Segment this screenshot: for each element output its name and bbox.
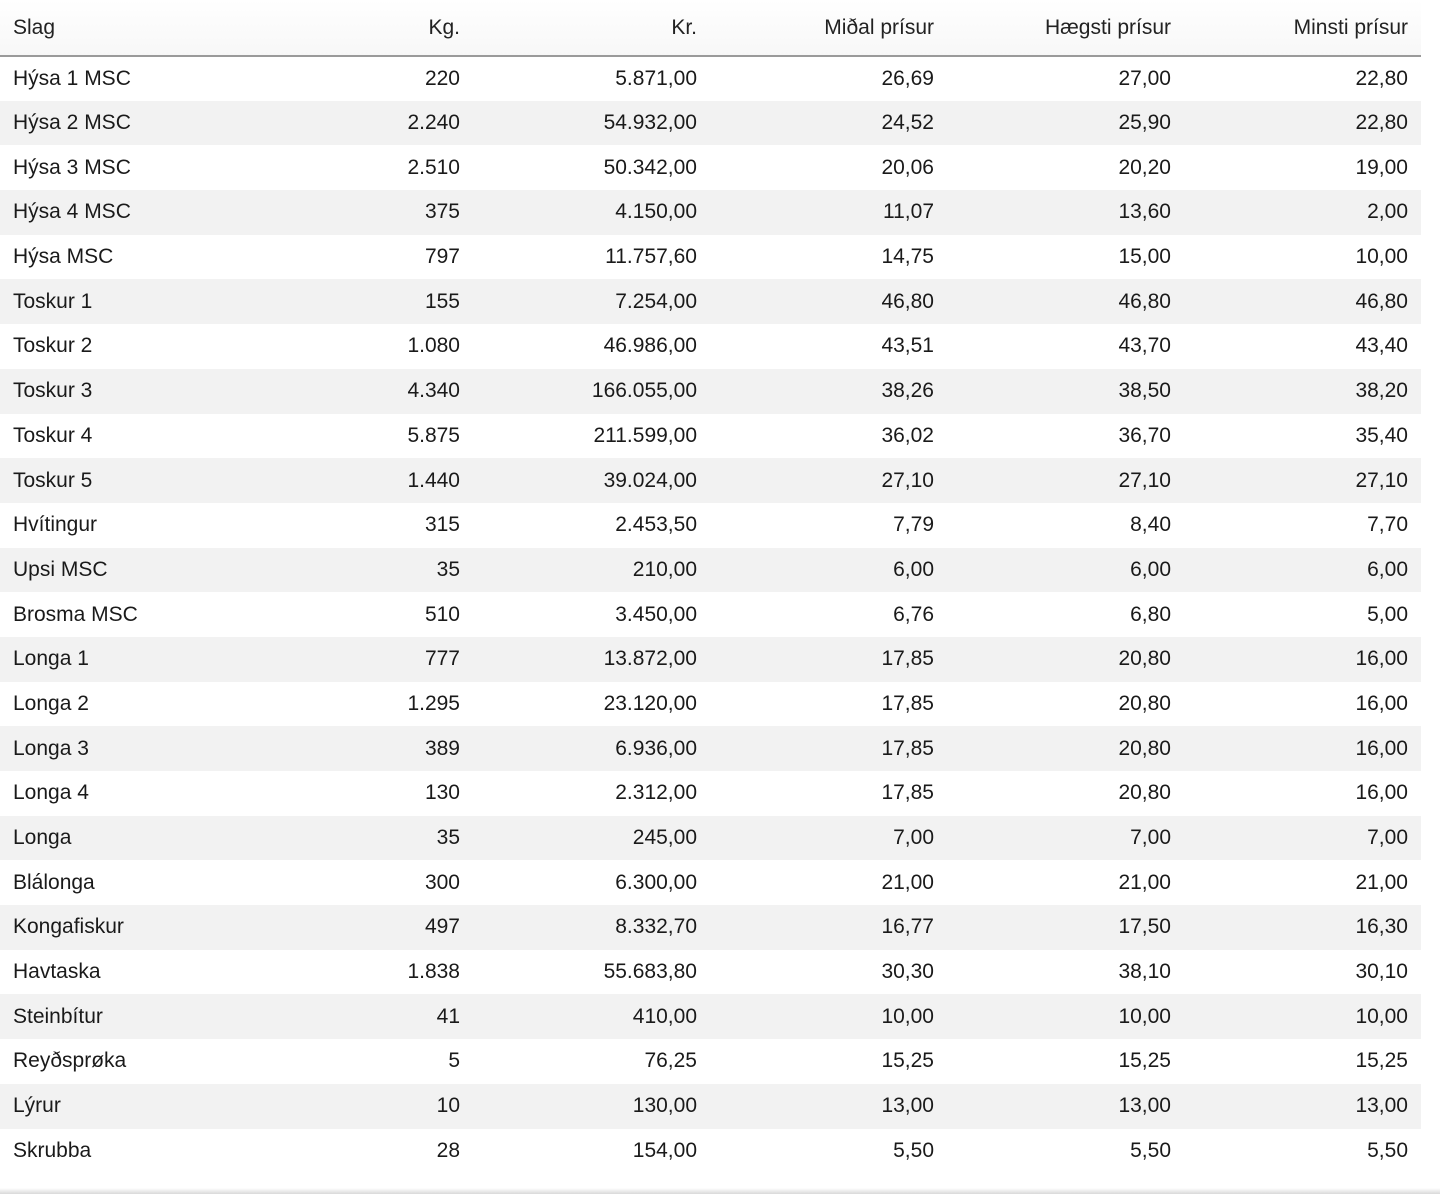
table-row bbox=[0, 950, 1421, 995]
table-row bbox=[0, 369, 1421, 414]
table-row bbox=[0, 414, 1421, 459]
cell-highest-price: 43,70 bbox=[1118, 334, 1171, 358]
cell-lowest-price: 13,00 bbox=[1355, 1094, 1408, 1118]
table-row bbox=[0, 458, 1421, 503]
cell-average-price: 16,77 bbox=[881, 915, 934, 939]
cell-lowest-price: 30,10 bbox=[1355, 960, 1408, 984]
column-header-lowest-price[interactable]: Minsti prísur bbox=[1184, 0, 1421, 56]
cell-species: Hýsa MSC bbox=[13, 245, 114, 269]
cell-highest-price: 20,80 bbox=[1118, 691, 1171, 715]
table-bottom-border bbox=[0, 1188, 1440, 1194]
cell-lowest-price: 16,00 bbox=[1355, 736, 1408, 760]
cell-species: Longa bbox=[13, 826, 72, 850]
cell-lowest-price: 16,00 bbox=[1355, 647, 1408, 671]
cell-highest-price: 36,70 bbox=[1118, 423, 1171, 447]
cell-species: Hýsa 3 MSC bbox=[13, 155, 131, 179]
cell-highest-price: 13,60 bbox=[1118, 200, 1171, 224]
cell-kg: 5 bbox=[448, 1049, 460, 1073]
cell-highest-price: 15,00 bbox=[1118, 245, 1171, 269]
cell-kg: 1.440 bbox=[407, 468, 460, 492]
cell-average-price: 46,80 bbox=[881, 289, 934, 313]
cell-highest-price: 20,20 bbox=[1118, 155, 1171, 179]
cell-average-price: 36,02 bbox=[881, 423, 934, 447]
cell-lowest-price: 10,00 bbox=[1355, 245, 1408, 269]
cell-kr: 8.332,70 bbox=[615, 915, 697, 939]
cell-average-price: 5,50 bbox=[893, 1138, 934, 1162]
cell-kr: 39.024,00 bbox=[603, 468, 697, 492]
cell-average-price: 30,30 bbox=[881, 960, 934, 984]
cell-kg: 5.875 bbox=[407, 423, 460, 447]
cell-lowest-price: 16,30 bbox=[1355, 915, 1408, 939]
cell-average-price: 15,25 bbox=[881, 1049, 934, 1073]
cell-species: Brosma MSC bbox=[13, 602, 138, 626]
cell-kr: 11.757,60 bbox=[605, 245, 697, 269]
table-row bbox=[0, 235, 1421, 280]
cell-lowest-price: 15,25 bbox=[1355, 1049, 1408, 1073]
cell-lowest-price: 35,40 bbox=[1355, 423, 1408, 447]
cell-species: Hýsa 2 MSC bbox=[13, 111, 131, 135]
table-row bbox=[0, 592, 1421, 637]
cell-kr: 166.055,00 bbox=[591, 379, 697, 403]
cell-highest-price: 25,90 bbox=[1118, 111, 1171, 135]
table-row bbox=[0, 503, 1421, 548]
cell-lowest-price: 7,70 bbox=[1367, 513, 1408, 537]
column-header-average-price[interactable]: Miðal prísur bbox=[710, 0, 947, 56]
table-row bbox=[0, 101, 1421, 146]
cell-average-price: 10,00 bbox=[881, 1004, 934, 1028]
cell-lowest-price: 21,00 bbox=[1355, 870, 1408, 894]
cell-kg: 797 bbox=[424, 245, 460, 269]
table-row bbox=[0, 860, 1421, 905]
table-row bbox=[0, 1084, 1421, 1129]
cell-average-price: 27,10 bbox=[881, 468, 934, 492]
cell-species: Havtaska bbox=[13, 960, 101, 984]
table-row bbox=[0, 994, 1421, 1039]
header-row bbox=[0, 0, 1421, 56]
cell-kr: 4.150,00 bbox=[615, 200, 697, 224]
cell-species: Longa 1 bbox=[13, 647, 89, 671]
cell-kr: 55.683,80 bbox=[603, 960, 697, 984]
cell-kr: 23.120,00 bbox=[603, 691, 697, 715]
cell-kg: 4.340 bbox=[407, 379, 460, 403]
table-header bbox=[0, 0, 1421, 56]
table-row bbox=[0, 324, 1421, 369]
cell-kg: 1.295 bbox=[407, 691, 460, 715]
cell-kr: 2.453,50 bbox=[615, 513, 697, 537]
cell-highest-price: 6,00 bbox=[1130, 557, 1171, 581]
cell-average-price: 17,85 bbox=[881, 736, 934, 760]
cell-average-price: 7,00 bbox=[893, 826, 934, 850]
cell-kr: 46.986,00 bbox=[603, 334, 697, 358]
cell-highest-price: 21,00 bbox=[1118, 870, 1171, 894]
table-row bbox=[0, 905, 1421, 950]
cell-lowest-price: 2,00 bbox=[1367, 200, 1408, 224]
cell-kg: 375 bbox=[424, 200, 460, 224]
cell-kr: 13.872,00 bbox=[603, 647, 697, 671]
cell-kg: 28 bbox=[436, 1138, 460, 1162]
cell-kg: 1.838 bbox=[407, 960, 460, 984]
cell-highest-price: 27,00 bbox=[1118, 66, 1171, 90]
cell-highest-price: 20,80 bbox=[1118, 647, 1171, 671]
cell-species: Toskur 2 bbox=[13, 334, 93, 358]
cell-lowest-price: 7,00 bbox=[1367, 826, 1408, 850]
table-row bbox=[0, 190, 1421, 235]
cell-highest-price: 5,50 bbox=[1130, 1138, 1171, 1162]
cell-highest-price: 17,50 bbox=[1118, 915, 1171, 939]
cell-species: Longa 2 bbox=[13, 691, 89, 715]
cell-highest-price: 13,00 bbox=[1118, 1094, 1171, 1118]
cell-species: Reyðsprøka bbox=[13, 1049, 127, 1073]
cell-species: Lýrur bbox=[13, 1094, 61, 1118]
cell-average-price: 26,69 bbox=[881, 66, 934, 90]
table-body bbox=[0, 56, 1421, 1173]
cell-kg: 220 bbox=[424, 66, 460, 90]
cell-species: Hýsa 4 MSC bbox=[13, 200, 131, 224]
cell-kg: 35 bbox=[436, 557, 460, 581]
cell-kr: 76,25 bbox=[644, 1049, 697, 1073]
cell-average-price: 38,26 bbox=[881, 379, 934, 403]
cell-species: Hvítingur bbox=[13, 513, 98, 537]
cell-species: Skrubba bbox=[13, 1138, 92, 1162]
cell-average-price: 24,52 bbox=[881, 111, 934, 135]
cell-kr: 3.450,00 bbox=[615, 602, 697, 626]
cell-kr: 5.871,00 bbox=[615, 66, 697, 90]
column-header-highest-price[interactable]: Hægsti prísur bbox=[947, 0, 1184, 56]
cell-highest-price: 20,80 bbox=[1118, 781, 1171, 805]
cell-kr: 130,00 bbox=[632, 1094, 697, 1118]
cell-kr: 2.312,00 bbox=[615, 781, 697, 805]
cell-lowest-price: 22,80 bbox=[1355, 66, 1408, 90]
cell-lowest-price: 6,00 bbox=[1367, 557, 1408, 581]
table-row bbox=[0, 1039, 1421, 1084]
table-row bbox=[0, 726, 1421, 771]
cell-lowest-price: 43,40 bbox=[1355, 334, 1408, 358]
cell-average-price: 6,76 bbox=[893, 602, 934, 626]
cell-species: Toskur 3 bbox=[13, 379, 93, 403]
cell-kg: 155 bbox=[424, 289, 460, 313]
cell-average-price: 6,00 bbox=[893, 557, 934, 581]
cell-lowest-price: 38,20 bbox=[1355, 379, 1408, 403]
cell-species: Toskur 5 bbox=[13, 468, 93, 492]
cell-average-price: 20,06 bbox=[881, 155, 934, 179]
cell-highest-price: 8,40 bbox=[1130, 513, 1171, 537]
table-row bbox=[0, 816, 1421, 861]
cell-species: Longa 3 bbox=[13, 736, 89, 760]
column-header-slag[interactable]: Slag bbox=[0, 0, 250, 56]
cell-lowest-price: 5,00 bbox=[1367, 602, 1408, 626]
cell-lowest-price: 16,00 bbox=[1355, 691, 1408, 715]
cell-kr: 154,00 bbox=[632, 1138, 697, 1162]
cell-average-price: 7,79 bbox=[893, 513, 934, 537]
cell-species: Toskur 1 bbox=[13, 289, 93, 313]
cell-species: Blálonga bbox=[13, 870, 95, 894]
cell-kr: 7.254,00 bbox=[615, 289, 697, 313]
cell-kg: 10 bbox=[436, 1094, 460, 1118]
cell-species: Steinbítur bbox=[13, 1004, 103, 1028]
cell-kr: 410,00 bbox=[632, 1004, 697, 1028]
table-row bbox=[0, 1129, 1421, 1174]
cell-species: Toskur 4 bbox=[13, 423, 93, 447]
cell-average-price: 43,51 bbox=[881, 334, 934, 358]
cell-kg: 777 bbox=[424, 647, 460, 671]
cell-highest-price: 38,10 bbox=[1118, 960, 1171, 984]
cell-kg: 497 bbox=[424, 915, 460, 939]
cell-lowest-price: 22,80 bbox=[1355, 111, 1408, 135]
table-row bbox=[0, 548, 1421, 593]
table-row bbox=[0, 771, 1421, 816]
cell-kg: 35 bbox=[436, 826, 460, 850]
cell-kr: 50.342,00 bbox=[603, 155, 697, 179]
table-row bbox=[0, 56, 1421, 101]
cell-kr: 6.300,00 bbox=[615, 870, 697, 894]
cell-kg: 510 bbox=[424, 602, 460, 626]
cell-species: Hýsa 1 MSC bbox=[13, 66, 131, 90]
table-row bbox=[0, 279, 1421, 324]
cell-kg: 300 bbox=[424, 870, 460, 894]
cell-kr: 6.936,00 bbox=[615, 736, 697, 760]
column-header-kr[interactable]: Kr. bbox=[473, 0, 710, 56]
cell-average-price: 17,85 bbox=[881, 691, 934, 715]
cell-kg: 1.080 bbox=[407, 334, 460, 358]
cell-lowest-price: 27,10 bbox=[1355, 468, 1408, 492]
cell-kr: 245,00 bbox=[632, 826, 697, 850]
cell-highest-price: 6,80 bbox=[1130, 602, 1171, 626]
cell-average-price: 11,07 bbox=[883, 200, 934, 224]
cell-lowest-price: 5,50 bbox=[1367, 1138, 1408, 1162]
cell-highest-price: 10,00 bbox=[1118, 1004, 1171, 1028]
cell-kg: 41 bbox=[436, 1004, 460, 1028]
cell-species: Longa 4 bbox=[13, 781, 89, 805]
cell-highest-price: 38,50 bbox=[1118, 379, 1171, 403]
cell-highest-price: 27,10 bbox=[1118, 468, 1171, 492]
cell-kg: 315 bbox=[424, 513, 460, 537]
cell-highest-price: 46,80 bbox=[1118, 289, 1171, 313]
cell-highest-price: 20,80 bbox=[1118, 736, 1171, 760]
cell-average-price: 21,00 bbox=[881, 870, 934, 894]
cell-average-price: 17,85 bbox=[881, 647, 934, 671]
cell-kg: 2.510 bbox=[407, 155, 460, 179]
cell-average-price: 14,75 bbox=[881, 245, 934, 269]
cell-highest-price: 15,25 bbox=[1118, 1049, 1171, 1073]
column-header-kg[interactable]: Kg. bbox=[250, 0, 473, 56]
cell-lowest-price: 46,80 bbox=[1355, 289, 1408, 313]
cell-species: Kongafiskur bbox=[13, 915, 124, 939]
cell-species: Upsi MSC bbox=[13, 557, 108, 581]
cell-kr: 54.932,00 bbox=[603, 111, 697, 135]
cell-kr: 210,00 bbox=[632, 557, 697, 581]
cell-average-price: 13,00 bbox=[881, 1094, 934, 1118]
cell-kg: 389 bbox=[424, 736, 460, 760]
cell-kg: 2.240 bbox=[407, 111, 460, 135]
cell-lowest-price: 19,00 bbox=[1355, 155, 1408, 179]
cell-kr: 211.599,00 bbox=[593, 423, 697, 447]
cell-kg: 130 bbox=[424, 781, 460, 805]
table-row bbox=[0, 637, 1421, 682]
table-row bbox=[0, 682, 1421, 727]
cell-lowest-price: 16,00 bbox=[1355, 781, 1408, 805]
cell-highest-price: 7,00 bbox=[1130, 826, 1171, 850]
table-row bbox=[0, 145, 1421, 190]
cell-lowest-price: 10,00 bbox=[1355, 1004, 1408, 1028]
cell-average-price: 17,85 bbox=[881, 781, 934, 805]
